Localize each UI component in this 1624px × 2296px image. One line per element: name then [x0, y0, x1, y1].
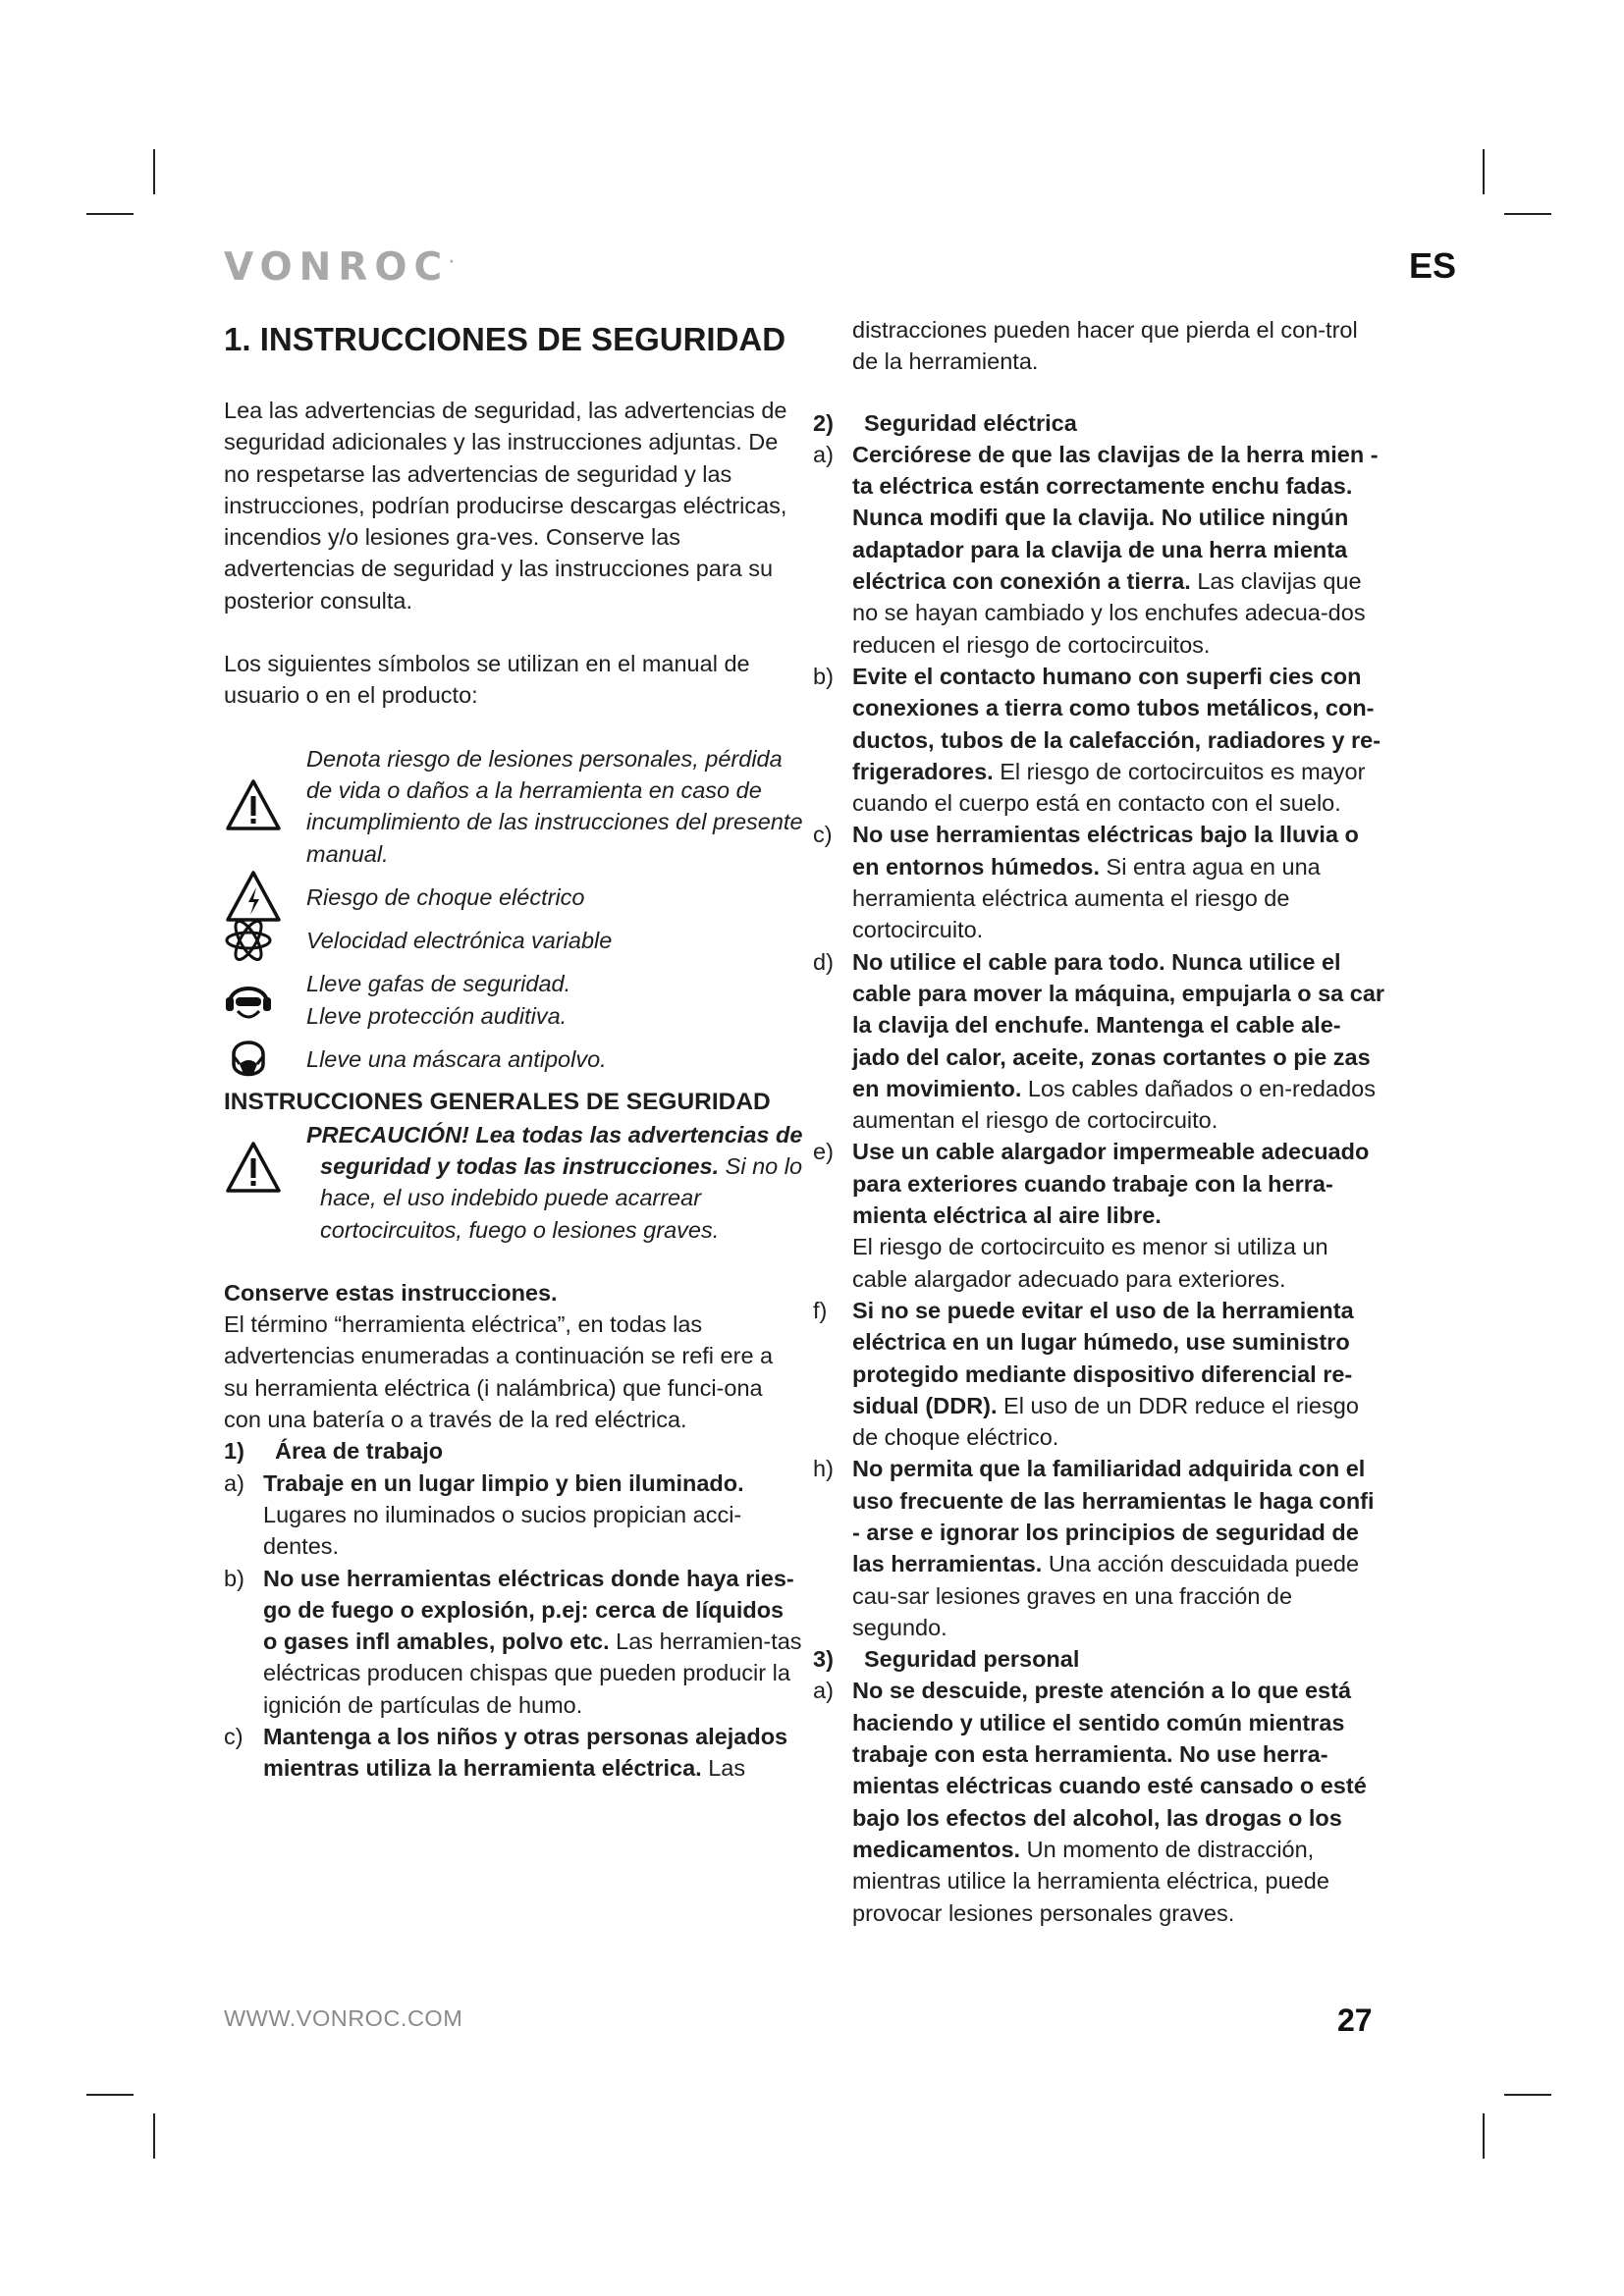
list-item: a) Cerciórese de que las clavijas de la herra mien - ta eléctrica están correctamente enchu fadas. Nunca modifi que la clavija. No utilice ningún adaptador para la clavija de una herra mienta eléctrica con conexión a tierra. Las clavijas que no se hayan cambiado y los enchufes adecua-dos reducen el riesgo de cortocircuitos. [813, 441, 1379, 658]
symbol-row: Velocidad electrónica variable [224, 925, 803, 956]
section-heading: 1) Área de trabajo [224, 1438, 444, 1465]
list-item: c) No use herramientas eléctricas bajo la lluvia o en entornos húmedos. Si entra agua en una herramienta eléctrica aumenta el riesgo de cortocircuito. [813, 822, 1359, 943]
goggles-ear-protection-icon [224, 976, 273, 1025]
crop-mark [86, 213, 134, 215]
warning-triangle-icon [224, 1139, 283, 1198]
crop-mark [153, 2113, 155, 2159]
crop-mark [1483, 149, 1485, 194]
page-number: 27 [1337, 2002, 1373, 2038]
symbol-row: Denota riesgo de lesiones personales, pérdida de vida o daños a la herramienta en caso de incumplimiento de las instrucciones del presente manual. [224, 743, 803, 870]
list-item: a) No se descuide, preste atención a lo que está haciendo y utilice el sentido común mientras trabaje con esta herramienta. No use herra-mientas eléctricas cuando esté cansado o esté bajo los efectos del alcohol, las drogas o los medicamentos. Un momento de distracción, mientras utilice la herramienta eléctrica, puede provocar lesiones personales graves. [813, 1678, 1367, 1926]
language-code: ES [1409, 245, 1457, 286]
section-heading: 2) Seguridad eléctrica [813, 409, 1077, 436]
crop-mark [153, 149, 155, 194]
brand-logo: VONROC· [224, 245, 455, 290]
list-item: a) Trabaje en un lugar limpio y bien iluminado. Lugares no iluminados o sucios propician acci-dentes. [224, 1469, 744, 1560]
list-item: b) No use herramientas eléctricas donde haya ries-go de fuego o explosión, p.ej: cerca de líquidos o gases infl amables, polvo etc. Las herramien-tas eléctricas producen chispas que pueden producir la ignición de partículas de humo. [224, 1565, 802, 1718]
list-item: h) No permita que la familiaridad adquirida con el uso frecuente de las herramientas le haga confi - arse e ignorar los principios de seguridad de las herramientas. Una acción descuidada puede cau-sar lesiones graves en una fracción de segundo. [813, 1456, 1375, 1640]
symbol-row: Lleve gafas de seguridad. Lleve protección auditiva. [224, 968, 803, 1032]
section-title: 1. INSTRUCCIONES DE SEGURIDAD [224, 321, 786, 357]
intro-paragraph: Lea las advertencias de seguridad, las advertencias de seguridad adicionales y las instrucciones adjuntas. De no respetarse las advertencias de seguridad y las instrucciones, podrían producirse descargas eléctricas, incendios y/o lesiones gra-ves. Conserve las advertencias de seguridad y las instrucciones para su posterior consulta. [224, 398, 787, 614]
list-item: c) Mantenga a los niños y otras personas alejados mientras utiliza la herramienta eléctrica. Las [224, 1723, 788, 1782]
keep-instructions: Conserve estas instrucciones. [224, 1279, 558, 1306]
crop-mark [86, 2094, 134, 2096]
dust-mask-icon [224, 1035, 273, 1084]
list-item: b) Evite el contacto humano con superfi cies con conexiones a tierra como tubos metálicos, con-ductos, tubos de la calefacción, radiadores y re-frigeradores. El riesgo de cortocircuitos es mayor cuando el cuerpo está en contacto con el suelo. [813, 663, 1381, 817]
right-column [813, 314, 1387, 1929]
warning-triangle-icon [224, 776, 283, 835]
crop-mark [1483, 2113, 1485, 2159]
footer-website: WWW.VONROC.COM [224, 2005, 463, 2031]
continuation-text: distracciones pueden hacer que pierda el con-trol de la herramienta. [852, 317, 1358, 375]
symbols-intro: Los siguientes símbolos se utilizan en el manual de usuario o en el producto: [224, 651, 750, 709]
left-column [224, 314, 803, 1785]
symbol-row: Riesgo de choque eléctrico [224, 881, 803, 913]
general-safety-heading: INSTRUCCIONES GENERALES DE SEGURIDAD [224, 1089, 771, 1116]
list-item: e) Use un cable alargador impermeable adecuado para exteriores cuando trabaje con la herra-mienta eléctrica al aire libre. El riesgo de cortocircuito es menor si utiliza un cable alargador adecuado para exteriores. [813, 1139, 1370, 1292]
crop-mark [1504, 213, 1551, 215]
list-item: d) No utilice el cable para todo. Nunca utilice el cable para mover la máquina, empujarla o sa car la clavija del enchufe. Mantenga el cable ale-jado del calor, aceite, zonas cortantes o pie zas en movimiento. Los cables dañados o en-redados aumentan el riesgo de cortocircuito. [813, 948, 1385, 1134]
caution-block: PRECAUCIÓN! Lea todas las advertencias de seguridad y todas las instrucciones. Si no lo hace, el uso indebido puede acarrear cortocircuitos, fuego o lesiones graves. [224, 1119, 803, 1246]
crop-mark [1504, 2094, 1551, 2096]
symbol-row: Lleve una máscara antipolvo. [224, 1043, 803, 1075]
variable-speed-icon [224, 916, 273, 965]
list-item: f) Si no se puede evitar el uso de la herramienta eléctrica en un lugar húmedo, use suministro protegido mediante dispositivo diferencial re-sidual (DDR). El uso de un DDR reduce el riesgo de choque eléctrico. [813, 1297, 1359, 1451]
section-heading: 3) Seguridad personal [813, 1646, 1080, 1673]
term-paragraph: El término “herramienta eléctrica”, en todas las advertencias enumeradas a continuación se refi ere a su herramienta eléctrica (i nalámbrica) que funci-ona con una batería o a través de la red eléctrica. [224, 1311, 774, 1433]
